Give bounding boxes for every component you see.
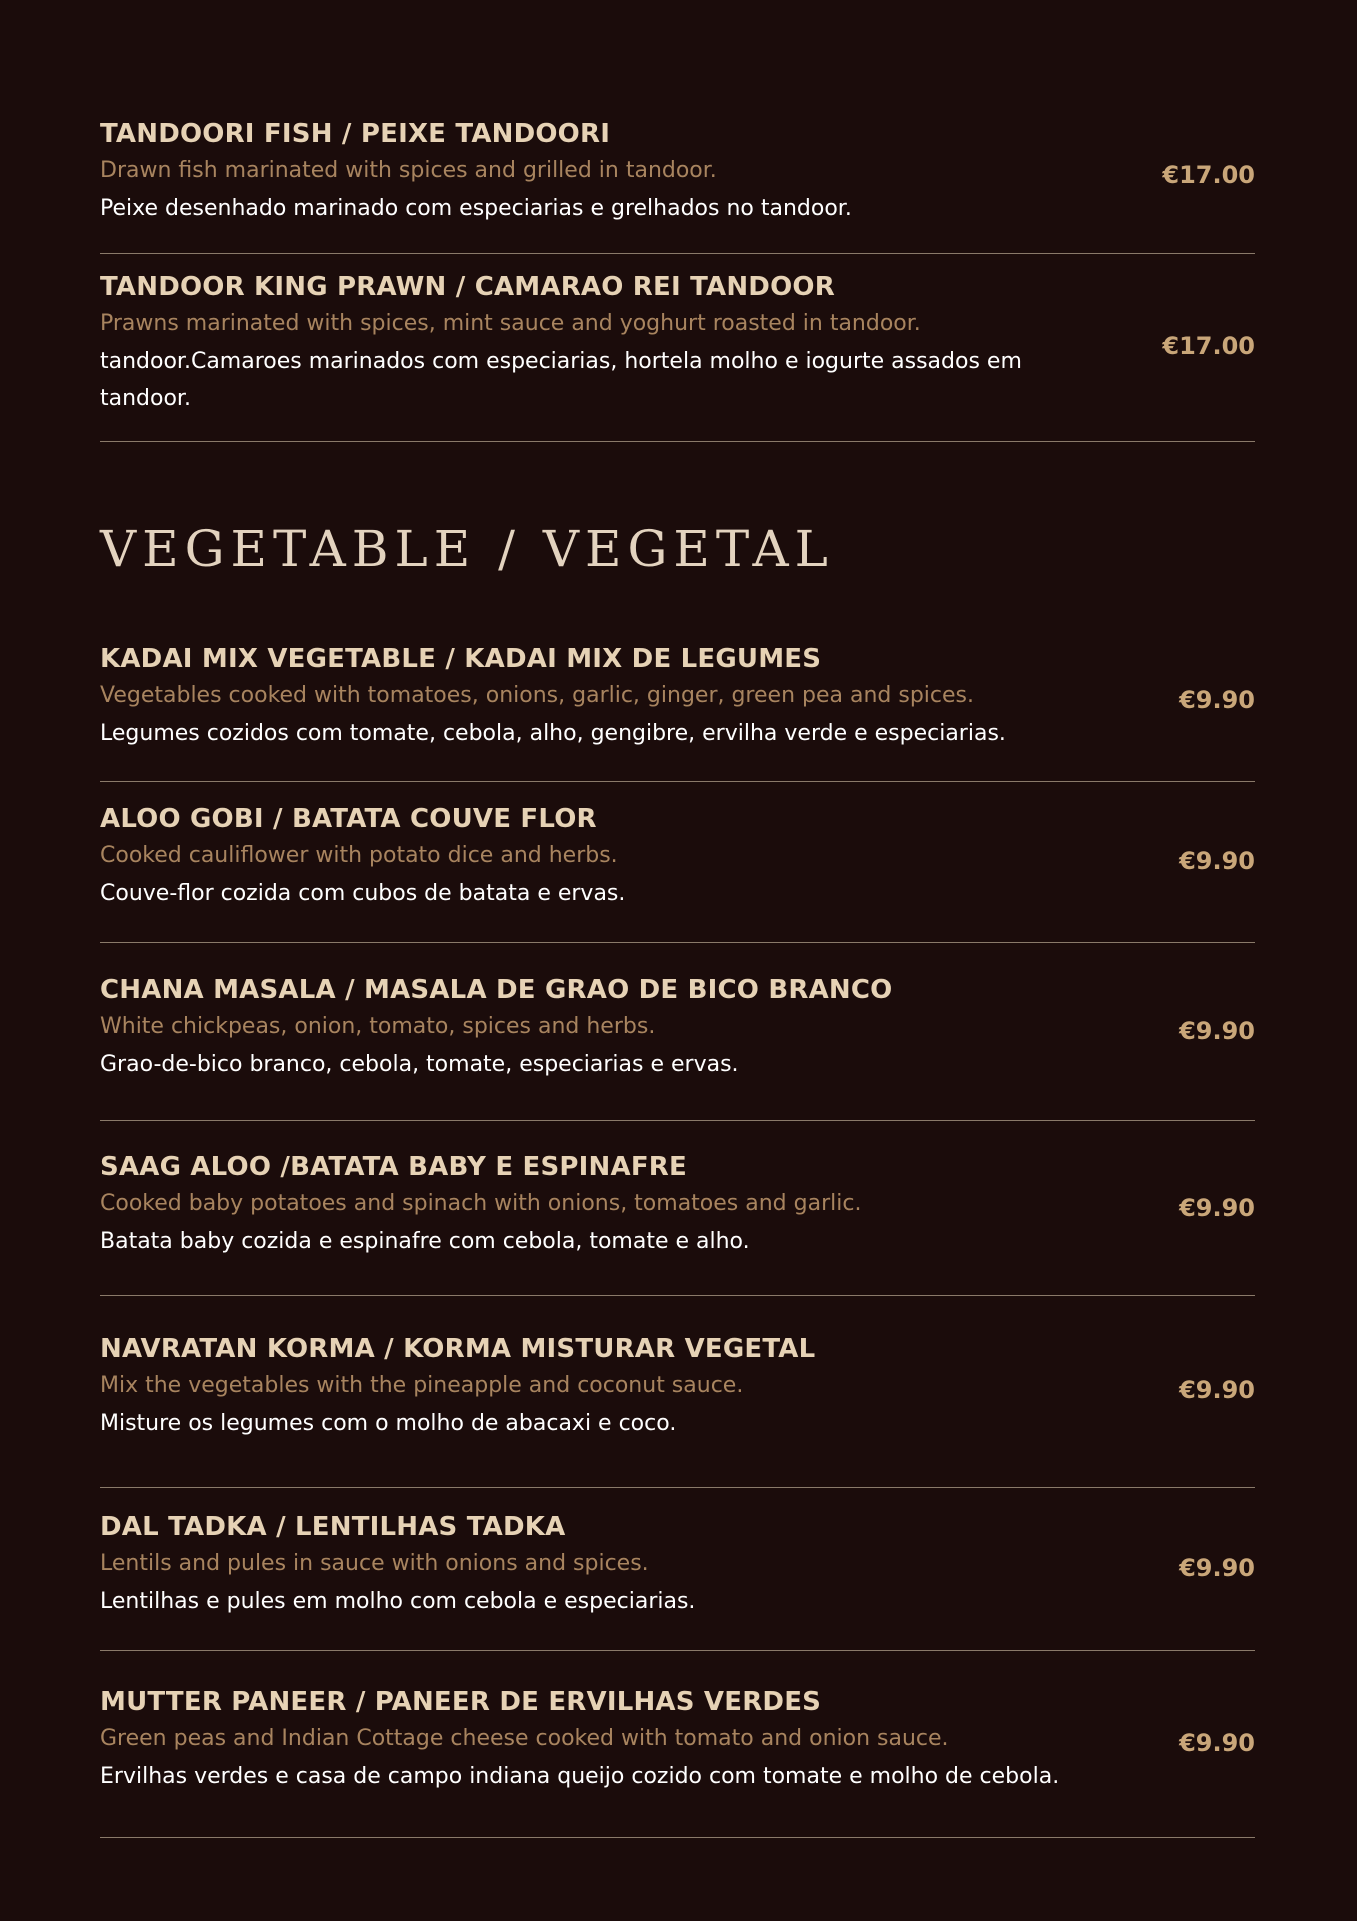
item-description-en: Cooked cauliflower with potato dice and herbs. <box>100 843 618 868</box>
item-description-pt: tandoor.Camaroes marinados com especiarias, hortela molho e iogurte assados em tandoor. <box>100 349 1022 411</box>
item-description-pt: Lentilhas e pules em molho com cebola e especiarias. <box>100 1589 696 1614</box>
menu-item-aloo-gobi <box>100 801 1255 943</box>
item-description-en: Prawns marinated with spices, mint sauce and yoghurt roasted in tandoor. <box>100 311 921 336</box>
item-name: ALOO GOBI / BATATA COUVE FLOR <box>100 804 597 834</box>
item-description-pt: Couve-flor cozida com cubos de batata e ervas. <box>100 881 626 906</box>
item-description-pt: Legumes cozidos com tomate, cebola, alho, gengibre, ervilha verde e especiarias. <box>100 721 1006 746</box>
item-name: NAVRATAN KORMA / KORMA MISTURAR VEGETAL <box>100 1334 816 1364</box>
item-description-en: Mix the vegetables with the pineapple and coconut sauce. <box>100 1373 744 1398</box>
item-price: €17.00 <box>1162 161 1255 189</box>
item-price: €17.00 <box>1162 332 1255 360</box>
item-name: MUTTER PANEER / PANEER DE ERVILHAS VERDES <box>100 1687 822 1717</box>
item-price: €9.90 <box>1179 1017 1255 1045</box>
menu-item-chana-masala <box>100 972 1255 1121</box>
menu-item-mutter-paneer <box>100 1684 1255 1838</box>
item-name: TANDOORI FISH / PEIXE TANDOORI <box>100 119 611 149</box>
item-description-pt: Ervilhas verdes e casa de campo indiana queijo cozido com tomate e molho de cebola. <box>100 1764 1060 1789</box>
item-name: CHANA MASALA / MASALA DE GRAO DE BICO BRANCO <box>100 975 893 1005</box>
item-name: KADAI MIX VEGETABLE / KADAI MIX DE LEGUMES <box>100 644 822 674</box>
item-description-pt: Peixe desenhado marinado com especiarias e grelhados no tandoor. <box>100 196 852 221</box>
item-description-pt: Grao-de-bico branco, cebola, tomate, especiarias e ervas. <box>100 1052 739 1077</box>
item-price: €9.90 <box>1179 1729 1255 1757</box>
item-price: €9.90 <box>1179 847 1255 875</box>
menu-item-navratan-korma <box>100 1331 1255 1488</box>
item-price: €9.90 <box>1179 1554 1255 1582</box>
item-description-en: Lentils and pules in sauce with onions and spices. <box>100 1551 649 1576</box>
item-price: €9.90 <box>1179 1194 1255 1222</box>
section-title: VEGETABLE / VEGETAL <box>100 520 834 578</box>
menu-item-kadai-mix-vegetable <box>100 641 1255 782</box>
item-description-en: Drawn fish marinated with spices and grilled in tandoor. <box>100 158 717 183</box>
item-description-en: White chickpeas, onion, tomato, spices and herbs. <box>100 1014 656 1039</box>
menu-item-tandoori-fish <box>100 116 1255 254</box>
item-description-pt: Misture os legumes com o molho de abacaxi e coco. <box>100 1411 677 1436</box>
item-name: SAAG ALOO /BATATA BABY E ESPINAFRE <box>100 1152 687 1182</box>
item-description-en: Green peas and Indian Cottage cheese cooked with tomato and onion sauce. <box>100 1726 949 1751</box>
item-name: DAL TADKA / LENTILHAS TADKA <box>100 1512 566 1542</box>
item-description-pt: Batata baby cozida e espinafre com cebola, tomate e alho. <box>100 1229 750 1254</box>
item-name: TANDOOR KING PRAWN / CAMARAO REI TANDOOR <box>100 272 835 302</box>
item-price: €9.90 <box>1179 1376 1255 1404</box>
menu-item-tandoor-king-prawn <box>100 269 1255 442</box>
item-description-en: Cooked baby potatoes and spinach with onions, tomatoes and garlic. <box>100 1191 862 1216</box>
menu-item-saag-aloo <box>100 1149 1255 1296</box>
menu-item-dal-tadka <box>100 1509 1255 1651</box>
item-description-en: Vegetables cooked with tomatoes, onions, garlic, ginger, green pea and spices. <box>100 683 974 708</box>
item-price: €9.90 <box>1179 686 1255 714</box>
